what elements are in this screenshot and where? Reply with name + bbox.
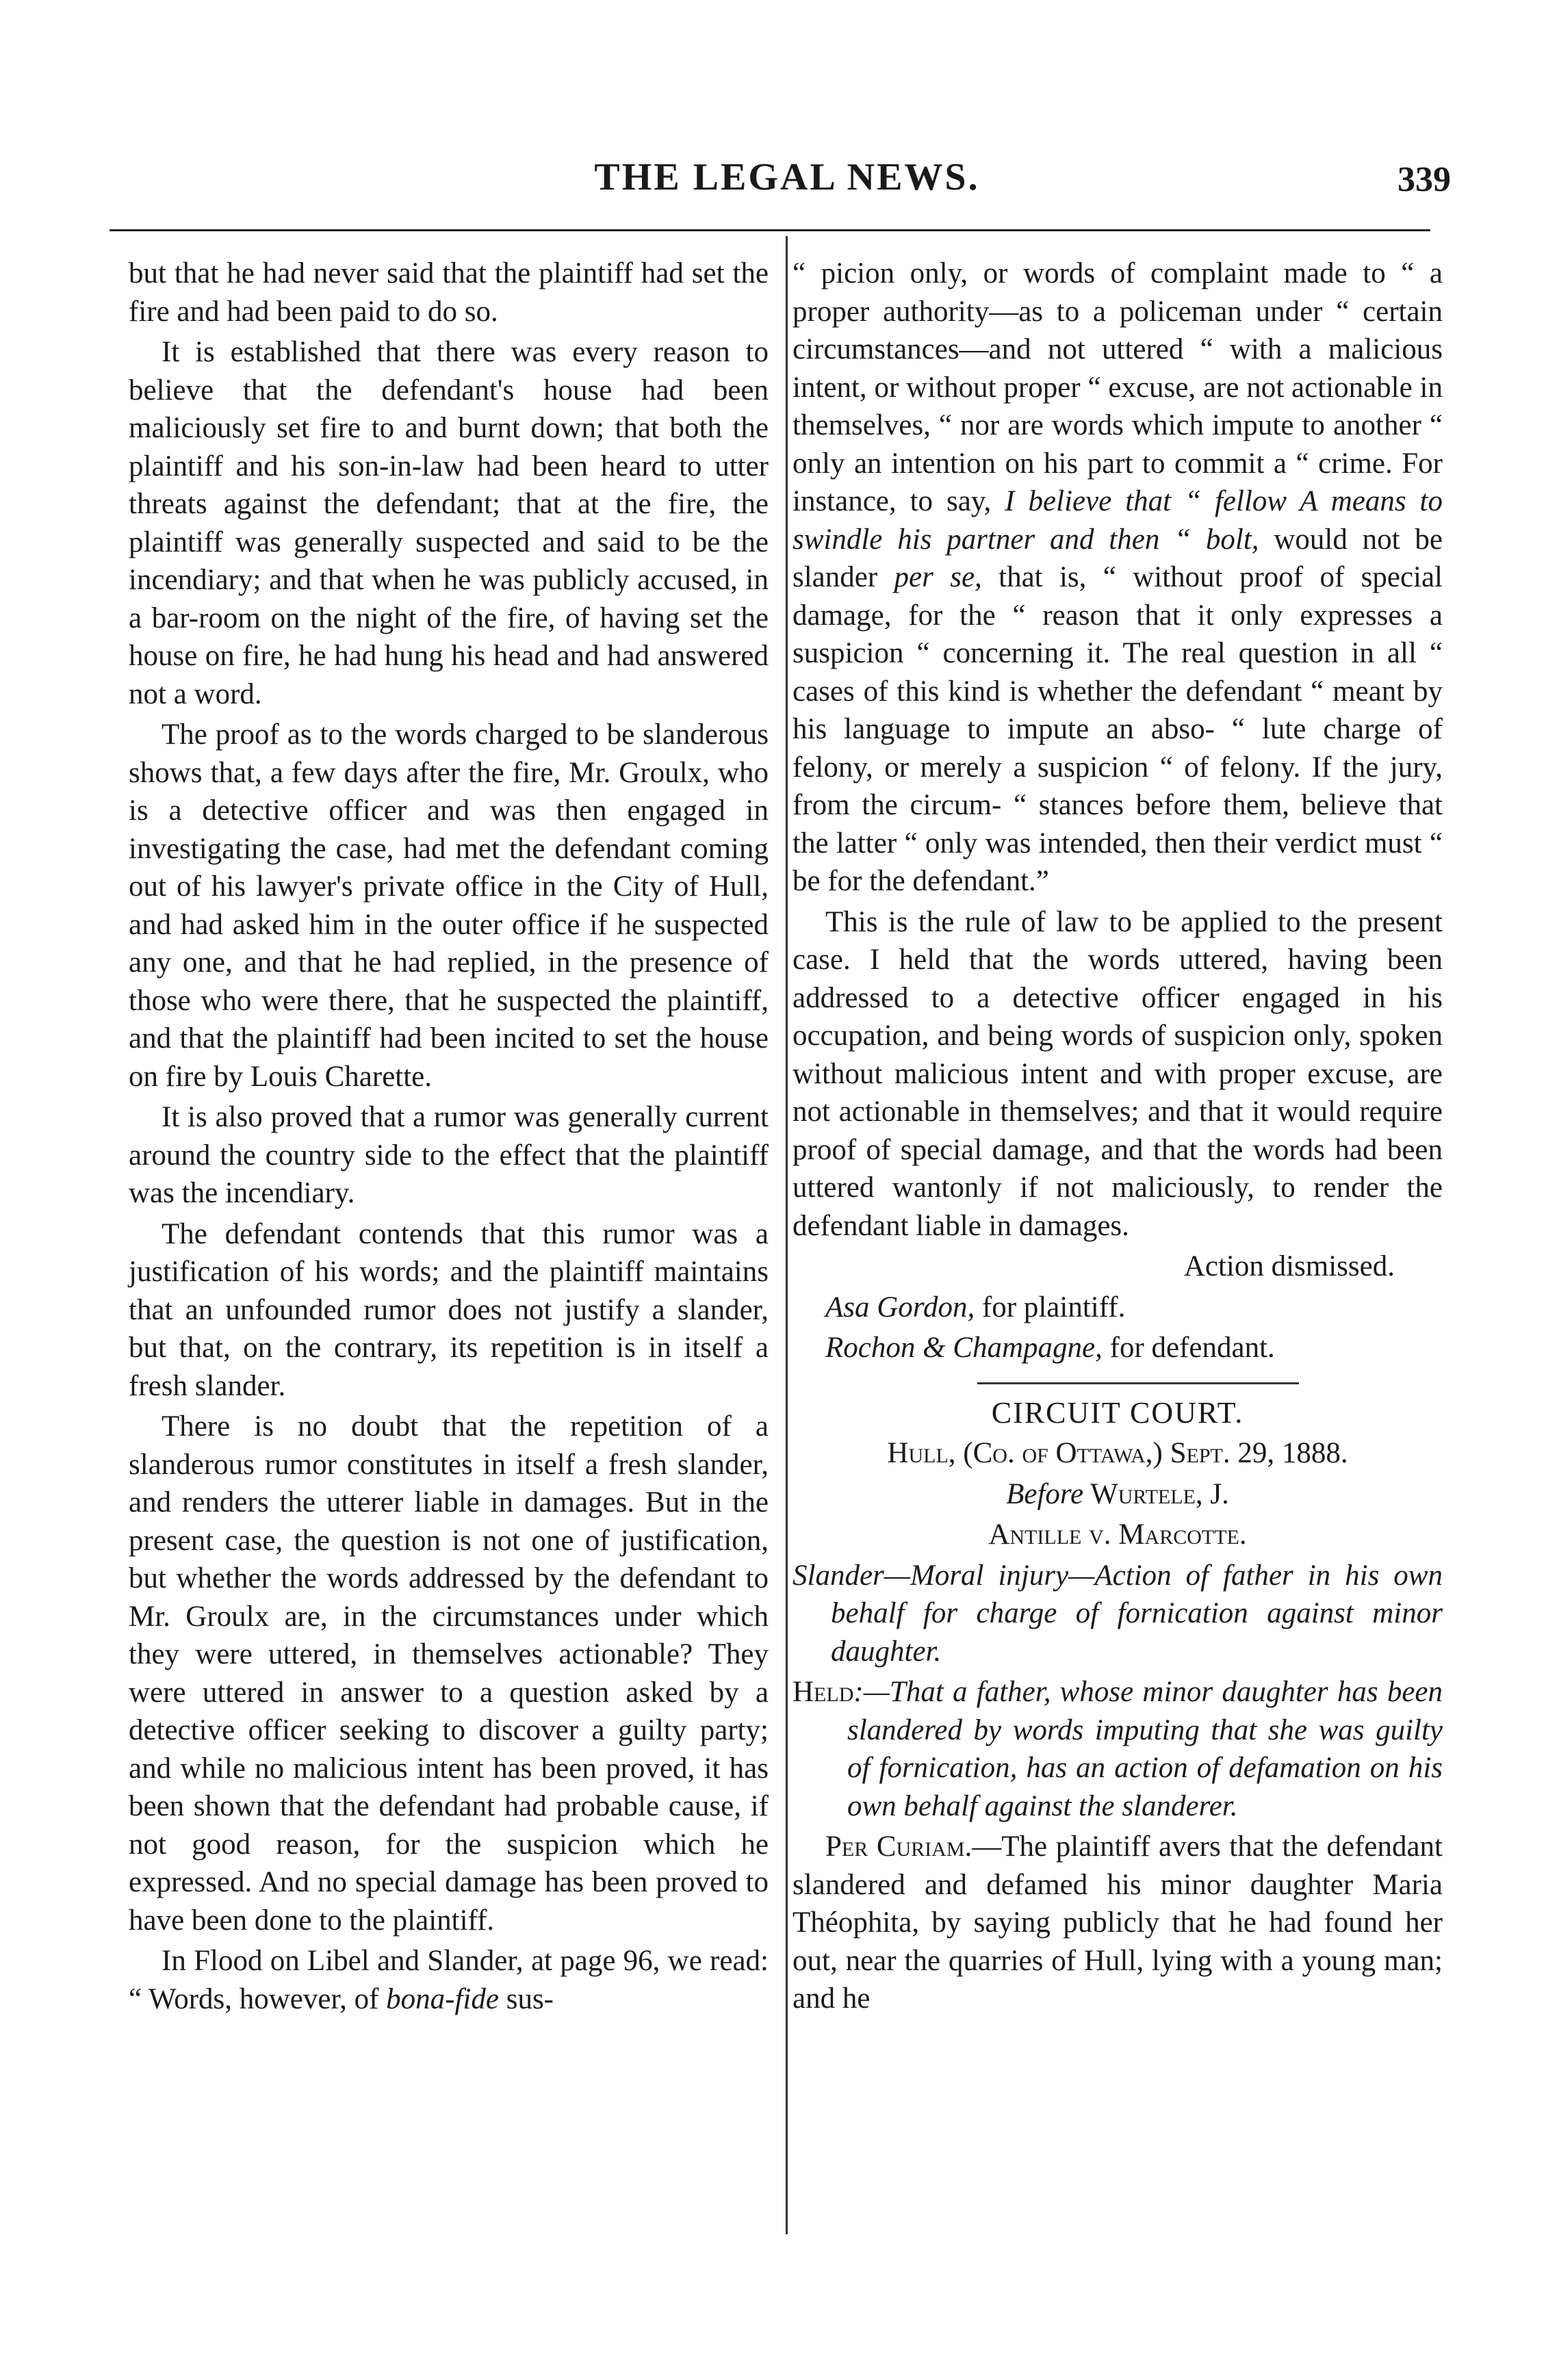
paragraph (129, 1942, 769, 2018)
paragraph: The defendant contends that this rumor was a justification of his words; and the plaintiff maintains that an unfounded rumor does not justify a slander, but that, on the contrary, its repetition is in itself a fresh slander. (129, 1217, 769, 1402)
disposition: Action dismissed. (1183, 1250, 1395, 1282)
held-label: Held (793, 1676, 854, 1708)
section-rule (977, 1382, 1299, 1384)
right-column (793, 255, 1443, 2018)
per-curiam-paragraph (793, 1828, 1443, 2018)
paragraph: This is the rule of law to be applied to the present case. I held that the words uttered, having been addressed to a detective officer engaged in his occupation, and being words of suspicion only, spoken without malicious intent and with proper excuse, are not actionable in themselves; and that it would require proof of special damage, and that the words had been uttered wantonly if not maliciously, to render the defendant liable in damages. (793, 905, 1443, 1242)
text-run: that is, “ without proof of special damage, for the “ reason that it only expresses a suspicion “ concerning it. The real question in all “ cases of this kind is whether the defendant “ meant by his language to impute an abso- “ lute charge of felony, or merely a suspicion “ of felony. If the jury, from the circum- “ stances before them, believe that the latter “ only was intended, then their verdict must “ be for the defendant.” (793, 561, 1443, 897)
text-run: would not be slander (793, 523, 1443, 593)
text-run: sus- (498, 1982, 554, 2015)
counsel-role: for plaintiff. (975, 1291, 1126, 1323)
case-name: Antille v. Marcotte. (988, 1518, 1247, 1551)
left-column (129, 255, 769, 2018)
italic-run: bona-fide (386, 1982, 499, 2015)
judge-name: Wurtele, J. (1083, 1477, 1229, 1510)
header-rule (109, 229, 1430, 231)
counsel-name: Asa Gordon, (825, 1291, 975, 1323)
quotation-paragraph (793, 255, 1443, 901)
per-curiam-text: —The plaintiff avers that the defendant slandered and defamed his minor daughter Maria Théophita, by saying publicly that he had found her out, near the quarries of Hull, lying with a young man; and he (793, 1831, 1443, 2015)
column-divider (786, 236, 788, 2234)
paragraph: There is no doubt that the repetition of a slanderous rumor constitutes in itself a fresh slander, and renders the utterer liable in damages. But in the present case, the question is not one of justification, but whether the words addressed by the defendant to Mr. Groulx are, in the circumstances under which they were uttered, in themselves actionable? They were uttered in answer to a question asked by a detective officer seeking to discover a guilty party; and while no malicious intent has been proved, it has been shown that the defendant had probable cause, if not good reason, for the suspicion which he expressed. And no special damage has been proved to have been done to the plaintiff. (129, 1410, 769, 1937)
venue-line: Hull, (Co. of Ottawa,) Sept. 29, 1888. (887, 1437, 1348, 1469)
counsel-defendant (793, 1329, 1443, 1367)
counsel-role: for defendant. (1102, 1332, 1275, 1364)
italic-run: per se, (894, 561, 982, 593)
page-number: 339 (1397, 160, 1451, 199)
italic-run: Before (1006, 1477, 1084, 1510)
syllabus: Slander—Moral injury—Action of father in his own behalf for charge of fornication against minor daughter. (793, 1559, 1443, 1668)
running-title: THE LEGAL NEWS. (594, 156, 980, 198)
text-run: “ picion only, or words of complaint made to “ a proper authority—as to a policeman under “ certain circumstances—and not uttered “ with a malicious intent, or without proper “ excuse, are not actionable in themselves, “ nor are words which impute to another “ only an intention on his part to commit a “ crime. For instance, to say, (793, 257, 1443, 517)
before-line (793, 1475, 1443, 1514)
held-paragraph (793, 1673, 1443, 1825)
paragraph: The proof as to the words charged to be slanderous shows that, a few days after the fire, Mr. Groulx, who is a detective officer and was then engaged in investigating the case, had met the defendant coming out of his lawyer's private office in the City of Hull, and had asked him in the outer office if he suspected any one, and that he had replied, in the presence of those who were there, that he suspected the plaintiff, and that the plaintiff had been incited to set the house on fire by Louis Charette. (129, 719, 769, 1093)
held-text: :—That a father, whose minor daughter has been slandered by words imputing that she was guilty of fornication, has an action of defamation on his own behalf against the slanderer. (847, 1676, 1443, 1822)
paragraph: It is also proved that a rumor was generally current around the country side to the effect that the plaintiff was the incendiary. (129, 1101, 769, 1209)
court-title: CIRCUIT COURT. (991, 1395, 1244, 1430)
italic-run: I believe that “ fellow A means to swindle his partner and then “ bolt, (793, 485, 1443, 556)
paragraph: but that he had never said that the plaintiff had set the fire and had been paid to do so. (129, 257, 769, 328)
counsel-plaintiff (793, 1289, 1443, 1327)
per-curiam-label: Per Curiam. (825, 1831, 972, 1863)
text-run: In Flood on Libel and Slander, at page 96, we read: “ Words, however, of (129, 1945, 769, 2015)
counsel-name: Rochon & Champagne, (825, 1332, 1103, 1364)
page-header (123, 140, 1451, 216)
paragraph: It is established that there was every reason to believe that the defendant's house had been maliciously set fire to and burnt down; that both the plaintiff and his son-in-law had been heard to utter threats against the defendant; that at the fire, the plaintiff was generally suspected and said to be the incendiary; and that when he was publicly accused, in a bar-room on the night of the fire, of having set the house on fire, he had hung his head and had answered not a word. (129, 336, 769, 710)
